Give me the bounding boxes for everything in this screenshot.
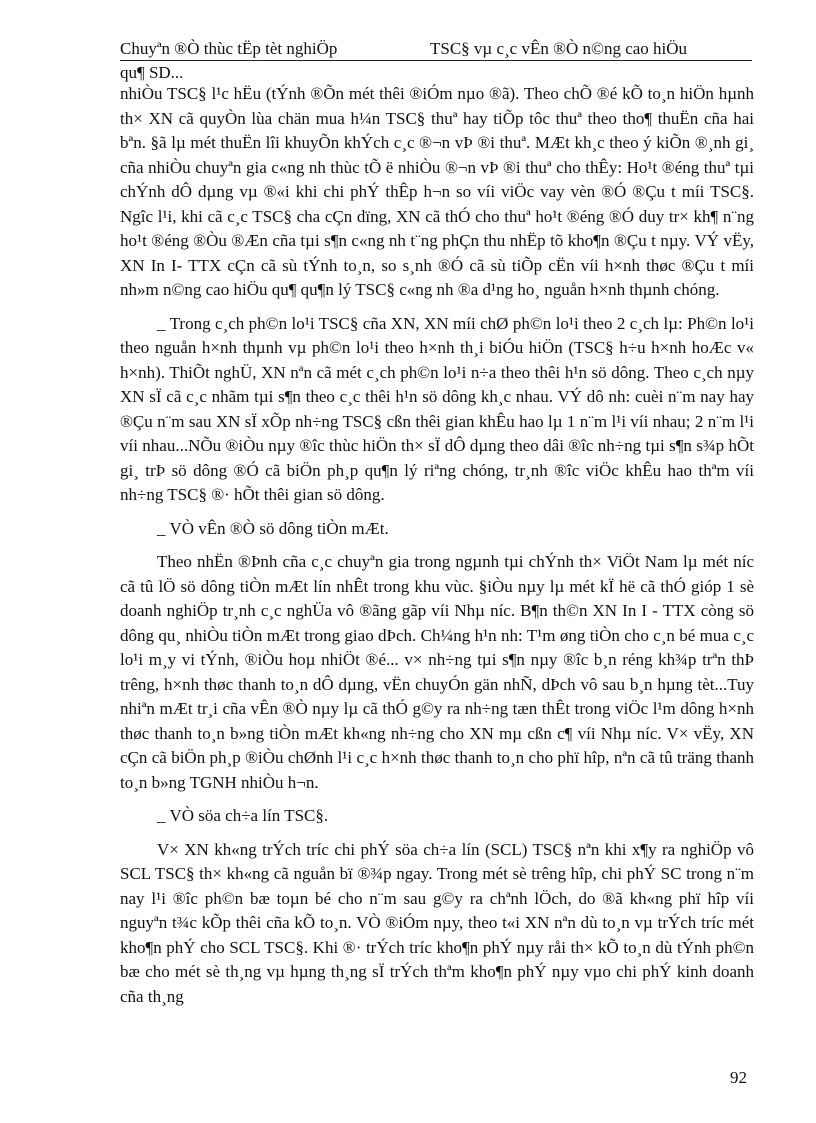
paragraph: V× XN kh«ng trÝch tríc chi phÝ söa ch÷a lín (SCL) TSC§ nªn khi x¶y ra nghiÖp vô SCL TSC§ th× kh«ng cã nguån bï ®¾p ngay. Trong mét sè trêng hîp, chi phÝ SC trong n¨m nay l¹i ®îc ph©n bæ toµn bé cho n¨m sau g©y ra chªnh lÖch, do ®ã kh«ng phï hîp víi nguyªn t¾c kÕp thêi cña kÕ to¸n. VÒ ®iÓm nµy, theo t«i XN nªn dù to¸n vµ trÝch tríc mét kho¶n phÝ cho SCL TSC§. Khi ®· trÝch tríc kho¶n phÝ nµy råi th× kÕ to¸n dù tÝnh ph©n bæ cho mét sè th¸ng vµ hµng th¸ng sÏ trÝch thªm kho¶n phÝ nµy vµo chi phÝ kinh doanh cña th¸ng <box>120 839 754 1006</box>
page-number: 92 <box>730 1068 747 1087</box>
header-right-text: TSC§ vµ c¸c vÊn ®Ò n©ng cao hiÖu <box>430 39 688 58</box>
section-heading: _ VÒ söa ch÷a lín TSC§. <box>157 806 329 825</box>
section-heading: _ VÒ vÊn ®Ò sö dông tiÒn mÆt. <box>157 518 389 538</box>
header-left-text: Chuyªn ®Ò thùc tËp tèt nghiÖp <box>120 39 338 58</box>
paragraph: Theo nhËn ®Þnh cña c¸c chuyªn gia trong ngµnh tµi chÝnh th× ViÖt Nam lµ mét níc cã tû lÖ sö dông tiÒn mÆt lín nhÊt trong khu vùc. §iÒu nµy lµ mét kÏ hë cã thÓ gióp 1 sè doanh nghiÖp tr¸nh c¸c nghÜa vô ®ãng gãp víi Nhµ níc. B¶n th©n XN In I - TTX còng sö dông qu¸ nhiÒu tiÒn mÆt trong giao dÞch. Ch¼ng h¹n nh: T¹m øng tiÒn cho c¸n bé mua c¸c lo¹i m¸y vi tÝnh, ®iÒu hoµ nhiÖt ®é... v× nh÷ng tµi s¶n nµy ®îc b¸n réng kh¾p trªn thÞ trêng, h×nh thøc thanh to¸n dÔ dµng, vËn chuyÓn gän nhÑ, dÞch vô sau b¸n hµng tèt...Tuy nhiªn mÆt tr¸i cña vÊn ®Ò nµy lµ cã thÓ g©y ra nh÷ng tæn thÊt trong viÖc l¹m dông h×nh thøc thanh to¸n b»ng tiÒn mÆt kh«ng nh÷ng cho XN mµ cßn c¶ víi Nhµ níc. V× vËy, XN cÇn cã biÖn ph¸p ®iÒu chØnh l¹i c¸c h×nh thøc thanh to¸n cho phï hîp, nªn cã tû träng thanh to¸n b»ng TGNH nhiÒu h¬n. <box>120 552 754 792</box>
header-continuation-text: qu¶ SD... <box>120 63 184 82</box>
header-rule <box>120 60 752 61</box>
paragraph: _ Trong c¸ch ph©n lo¹i TSC§ cña XN, XN míi chØ ph©n lo¹i theo 2 c¸ch lµ: Ph©n lo¹i theo nguån h×nh thµnh vµ ph©n lo¹i theo h×nh th¸i biÓu hiÖn (TSC§ h÷u h×nh hoÆc v« h×nh). ThiÕt nghÜ, XN nªn cã mét c¸ch ph©n lo¹i n÷a theo thêi h¹n sö dông. Theo c¸ch nµy XN sÏ cã c¸c nhãm tµi s¶n theo c¸c thêi h¹n sö dông kh¸c nhau. VÝ dô nh: cuèi n¨m nay hay ®Çu n¨m sau XN sÏ xÕp nh÷ng TSC§ cßn thêi gian khÊu hao lµ 1 n¨m l¹i víi nhau; 2 n¨m l¹i víi nhau...NÕu ®iÒu nµy ®îc thùc hiÖn th× sÏ dÔ dµng theo dâi ®îc nh÷ng tµi s¶n s¾p hÕt gi¸ trÞ sö dông ®Ó cã biÖn ph¸p qu¶n lý riªng chóng, tr¸nh ®îc viÖc khÊu hao thªm víi nh÷ng TSC§ ®· hÕt thêi gian sö dông. <box>120 313 754 504</box>
paragraph: nhiÒu TSC§ l¹c hËu (tÝnh ®Õn mét thêi ®iÓm nµo ®ã). Theo chÕ ®é kÕ to¸n hiÖn hµnh th× XN cã quyÒn lùa chän mua h¼n TSC§ thuª hay tiÕp tôc thuª theo tho¶ thuËn cña hai bªn. §ã lµ mét thuËn lîi khuyÕn khÝch c¸c ®¬n vÞ ®i thuª. MÆt kh¸c theo ý kiÕn ®¸nh gi¸ cña nhiÒu chuyªn gia c«ng nh thùc tÕ ë nhiÒu ®¬n vÞ ®i thuª cho thÊy: Ho¹t ®éng thuª tµi chÝnh dÔ dµng vµ ®«i khi chi phÝ thÊp h¬n so víi viÖc vay vèn ®Ó ®Çu t míi TSC§. Ngîc l¹i, khi cã c¸c TSC§ cha cÇn dïng, XN cã thÓ cho thuª ho¹t ®éng ®Ó duy tr× kh¶ n¨ng ho¹t ®éng ®Òu ®Æn cña tµi s¶n c«ng nh t¨ng phÇn thu nhËp tõ kho¶n ®Çu t nµy. VÝ vËy, XN In I- TTX cÇn cã sù tÝnh to¸n, so s¸nh ®Ó cã sù tiÕp cËn víi h×nh thøc ®Çu t míi nh»m n©ng cao hiÖu qu¶ qu¶n lý TSC§ c«ng nh ®a d¹ng ho¸ nguån h×nh thµnh chóng. <box>120 84 754 299</box>
body-text <box>120 82 754 1018</box>
